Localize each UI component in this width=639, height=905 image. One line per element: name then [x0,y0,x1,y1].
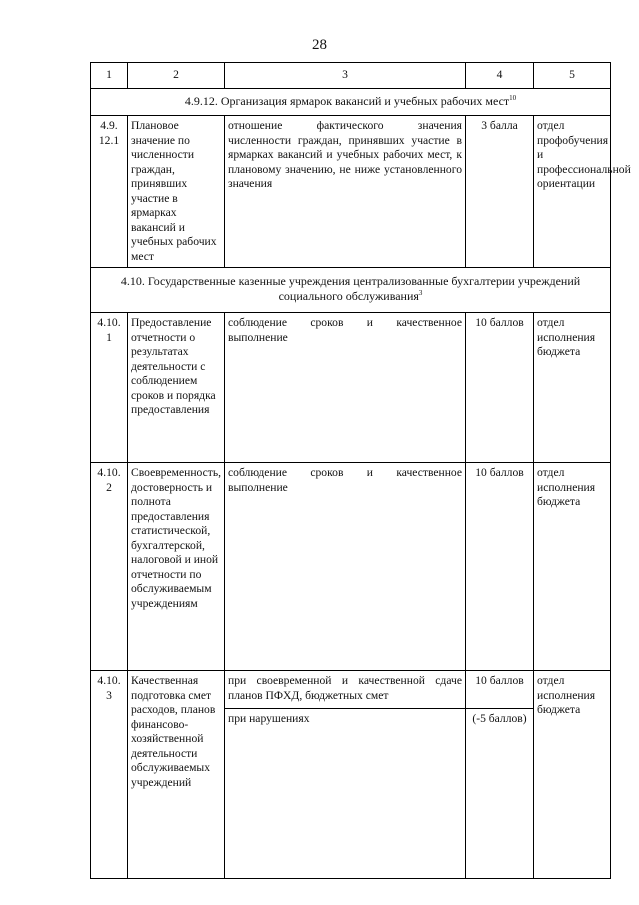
responsible-unit: отдел исполнения бюджета [534,313,611,463]
criterion: отношение фактического значения численности граждан, принявших участие в ярмарках вакансий и учебных рабочих мест, к плановому значению, не ниже установленного значения [225,116,466,268]
table-row [91,463,611,671]
section-title-text: 4.10. Государственные казенные учреждения централизованные бухгалтерии учреждений социального обслуживания [120,274,581,303]
column-header-5: 5 [534,63,611,89]
criterion: соблюдение сроков и качественное выполнение [225,463,466,671]
criterion: соблюдение сроков и качественное выполнение [225,313,466,463]
table-row [91,116,631,268]
section-title [91,89,611,116]
item-number: 4.10. 2 [91,463,128,671]
criteria-table [90,62,631,879]
section-row-4-9-12 [91,89,611,116]
score-2: (-5 баллов) [472,712,527,725]
score-split [466,671,534,879]
item-number: 4.10. 1 [91,313,128,463]
indicator-name: Предоставление отчетности о результатах деятельности с соблюдением сроков и порядка предоставления [128,313,225,463]
indicator-name: Плановое значение по численности граждан, принявших участие в ярмарках вакансий и учебных рабочих мест [128,116,225,268]
criterion-split [225,671,466,879]
section-title-text: 4.9.12. Организация ярмарок вакансий и учебных рабочих мест [184,94,510,108]
indicator-name: Своевременность, достоверность и полнота предоставления статистической, бухгалтерской, налоговой и иной отчетности по обслуживаемым учреждениям [128,463,225,671]
indicator-name: Качественная подготовка смет расходов, планов финансово-хозяйственной деятельности обслуживаемых учреждений [128,671,225,879]
column-header-3: 3 [225,63,466,89]
score: 10 баллов [466,463,534,671]
responsible-unit: отдел профобучения и профессиональной ориентации [534,116,611,268]
table-row [91,671,611,879]
section-row-4-10 [91,268,611,313]
score: 3 балла [466,116,534,268]
table-row [91,313,611,463]
criterion-2: при нарушениях [228,712,310,725]
responsible-unit: отдел исполнения бюджета [534,463,611,671]
item-number: 4.10. 3 [91,671,128,879]
score-1: 10 баллов [466,671,533,709]
footnote-marker: 3 [418,289,423,297]
column-header-4: 4 [466,63,534,89]
item-number: 4.9. 12.1 [91,116,128,268]
responsible-unit: отдел исполнения бюджета [534,671,611,879]
criterion-1: при своевременной и качественной сдаче планов ПФХД, бюджетных смет [225,671,465,709]
score: 10 баллов [466,313,534,463]
section-title [91,268,611,313]
footnote-marker: 10 [509,94,517,102]
column-header-1: 1 [91,63,128,89]
page-number: 28 [312,37,327,53]
column-header-2: 2 [128,63,225,89]
table-header-row [91,63,611,89]
